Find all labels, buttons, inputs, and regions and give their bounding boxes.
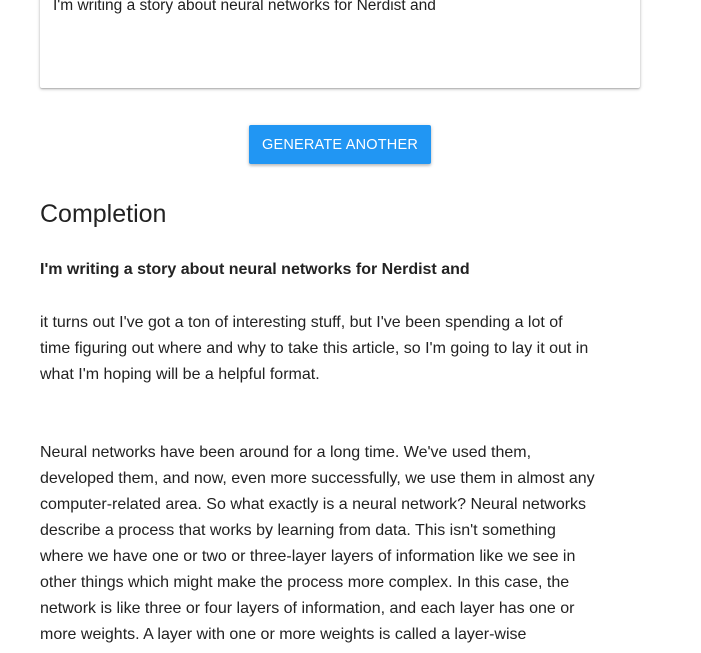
generate-another-button[interactable]: GENERATE ANOTHER <box>249 125 431 164</box>
paragraph-line: it turns out I've got a ton of interesting stuff, but I've been spending a lot of <box>40 314 563 331</box>
paragraph-line: developed them, and now, even more successfully, we use them in almost any <box>40 470 595 487</box>
completion-prompt-echo: I'm writing a story about neural networks for Nerdist and <box>40 261 470 278</box>
prompt-input-card[interactable] <box>40 0 640 88</box>
completion-paragraph-1 <box>40 310 660 388</box>
paragraph-line: computer-related area. So what exactly is a neural network? Neural networks <box>40 496 587 513</box>
paragraph-line: time figuring out where and why to take this article, so I'm going to lay it out in <box>40 340 589 357</box>
paragraph-line: what I'm hoping will be a helpful format. <box>40 366 320 383</box>
completion-paragraph-2 <box>40 440 660 648</box>
paragraph-line: network is like three or four layers of information, and each layer has one or <box>40 600 575 617</box>
paragraph-line: other things which might make the process more complex. In this case, the <box>40 574 570 591</box>
paragraph-line: where we have one or two or three-layer layers of information like we see in <box>40 548 576 565</box>
prompt-input-text[interactable]: I'm writing a story about neural networks for Nerdist and <box>53 0 436 14</box>
paragraph-line: describe a process that works by learning from data. This isn't something <box>40 522 556 539</box>
completion-heading: Completion <box>40 200 167 228</box>
paragraph-line: more weights. A layer with one or more weights is called a layer-wise <box>40 626 527 643</box>
paragraph-line: Neural networks have been around for a long time. We've used them, <box>40 444 532 461</box>
